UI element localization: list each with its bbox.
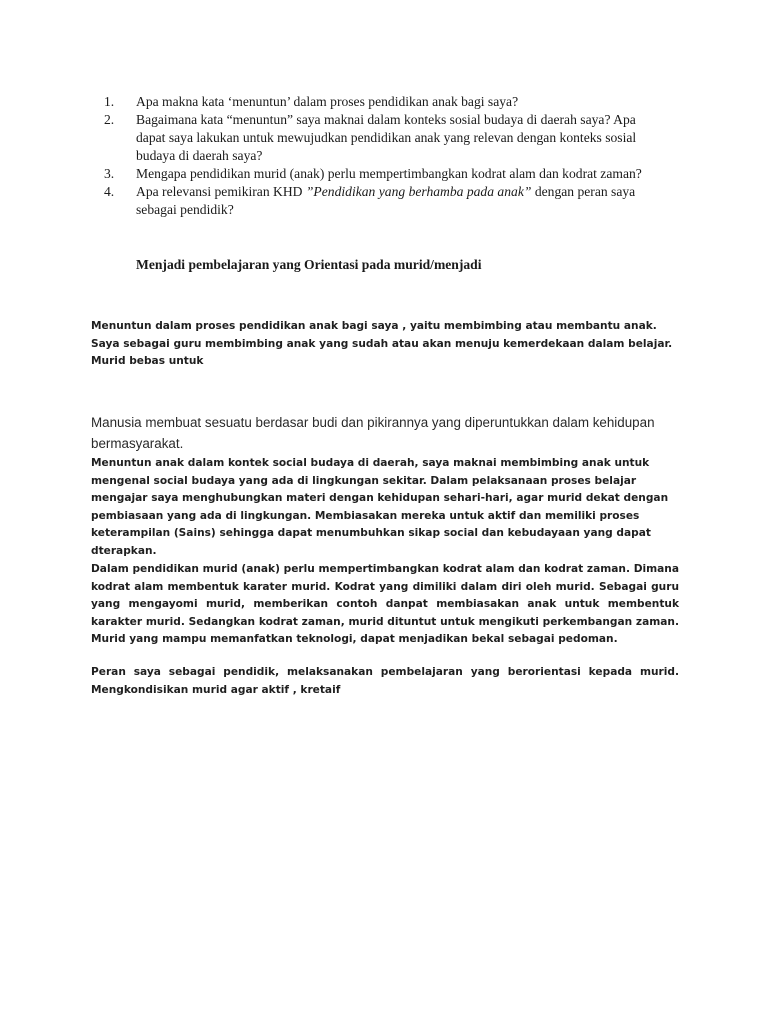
question-text-before: Apa relevansi pemikiran KHD — [136, 184, 306, 199]
answer-paragraph-5: Peran saya sebagai pendidik, melaksanakan pembelajaran yang berorientasi kepada murid. Mengkondisikan murid agar aktif , kretaif — [91, 666, 679, 696]
question-number: 3. — [104, 166, 115, 181]
answer-paragraph-1: Menuntun dalam proses pendidikan anak bagi saya , yaitu membimbing atau membantu anak. Saya sebagai guru membimbing anak yang sudah atau akan menuju kemerdekaan dalam belajar. Murid bebas untuk — [91, 320, 673, 367]
question-item — [104, 93, 664, 111]
question-text: Mengapa pendidikan murid (anak) perlu mempertimbangkan kodrat alam dan kodrat zaman? — [136, 166, 642, 181]
question-number: 2. — [104, 112, 115, 127]
question-text-italic: ”Pendidikan yang berhamba pada anak” — [305, 184, 532, 199]
question-item — [104, 165, 664, 183]
question-text-after: dengan peran saya sebagai pendidik? — [136, 184, 636, 217]
question-item — [104, 183, 664, 219]
question-text: Bagaimana kata “menuntun” saya maknai dalam konteks sosial budaya di daerah saya? Apa dapat saya lakukan untuk mewujudkan pendidikan anak yang relevan dengan konteks sosial budaya di daerah saya? — [136, 112, 637, 163]
question-number: 4. — [104, 184, 115, 199]
section-subheading: Menjadi pembelajaran yang Orientasi pada murid/menjadi — [136, 257, 482, 272]
question-item — [104, 111, 664, 165]
answer-paragraph-4: Dalam pendidikan murid (anak) perlu mempertimbangkan kodrat alam dan kodrat zaman. Dimana kodrat alam membentuk karater murid. Kodrat yang dimiliki dalam diri oleh murid. Sebagai guru yang mengayomi murid, memberikan contoh danpat membiasakan anak untuk membentuk karakter murid. Sedangkan kodrat zaman, murid dituntut untuk mengikuti perkembangan zaman. Murid yang mampu memanfatkan teknologi, dapat menjadikan bekal sebagai pedoman. — [91, 563, 679, 645]
answer-paragraph-3: Menuntun anak dalam kontek social budaya di daerah, saya maknai membimbing anak untuk mengenal social budaya yang ada di lingkungan sekitar. Dalam pelaksanaan proses belajar mengajar saya menghubungkan materi dengan kehidupan sehari-hari, agar murid dekat dengan pembiasaan yang ada di lingkungan. Membiasakan mereka untuk aktif dan memiliki proses keterampilan (Sains) sehingga dapat menumbuhkan sikap social dan kebudayaan yang dapat dterapkan. — [91, 457, 669, 557]
question-text — [136, 183, 664, 219]
question-list — [104, 93, 664, 219]
answer-paragraph-2: Manusia membuat sesuatu berdasar budi dan pikirannya yang diperuntukkan dalam kehidupan bermasyarakat. — [91, 415, 655, 451]
question-text: Apa makna kata ‘menuntun’ dalam proses pendidikan anak bagi saya? — [136, 94, 519, 109]
question-number: 1. — [104, 94, 115, 109]
